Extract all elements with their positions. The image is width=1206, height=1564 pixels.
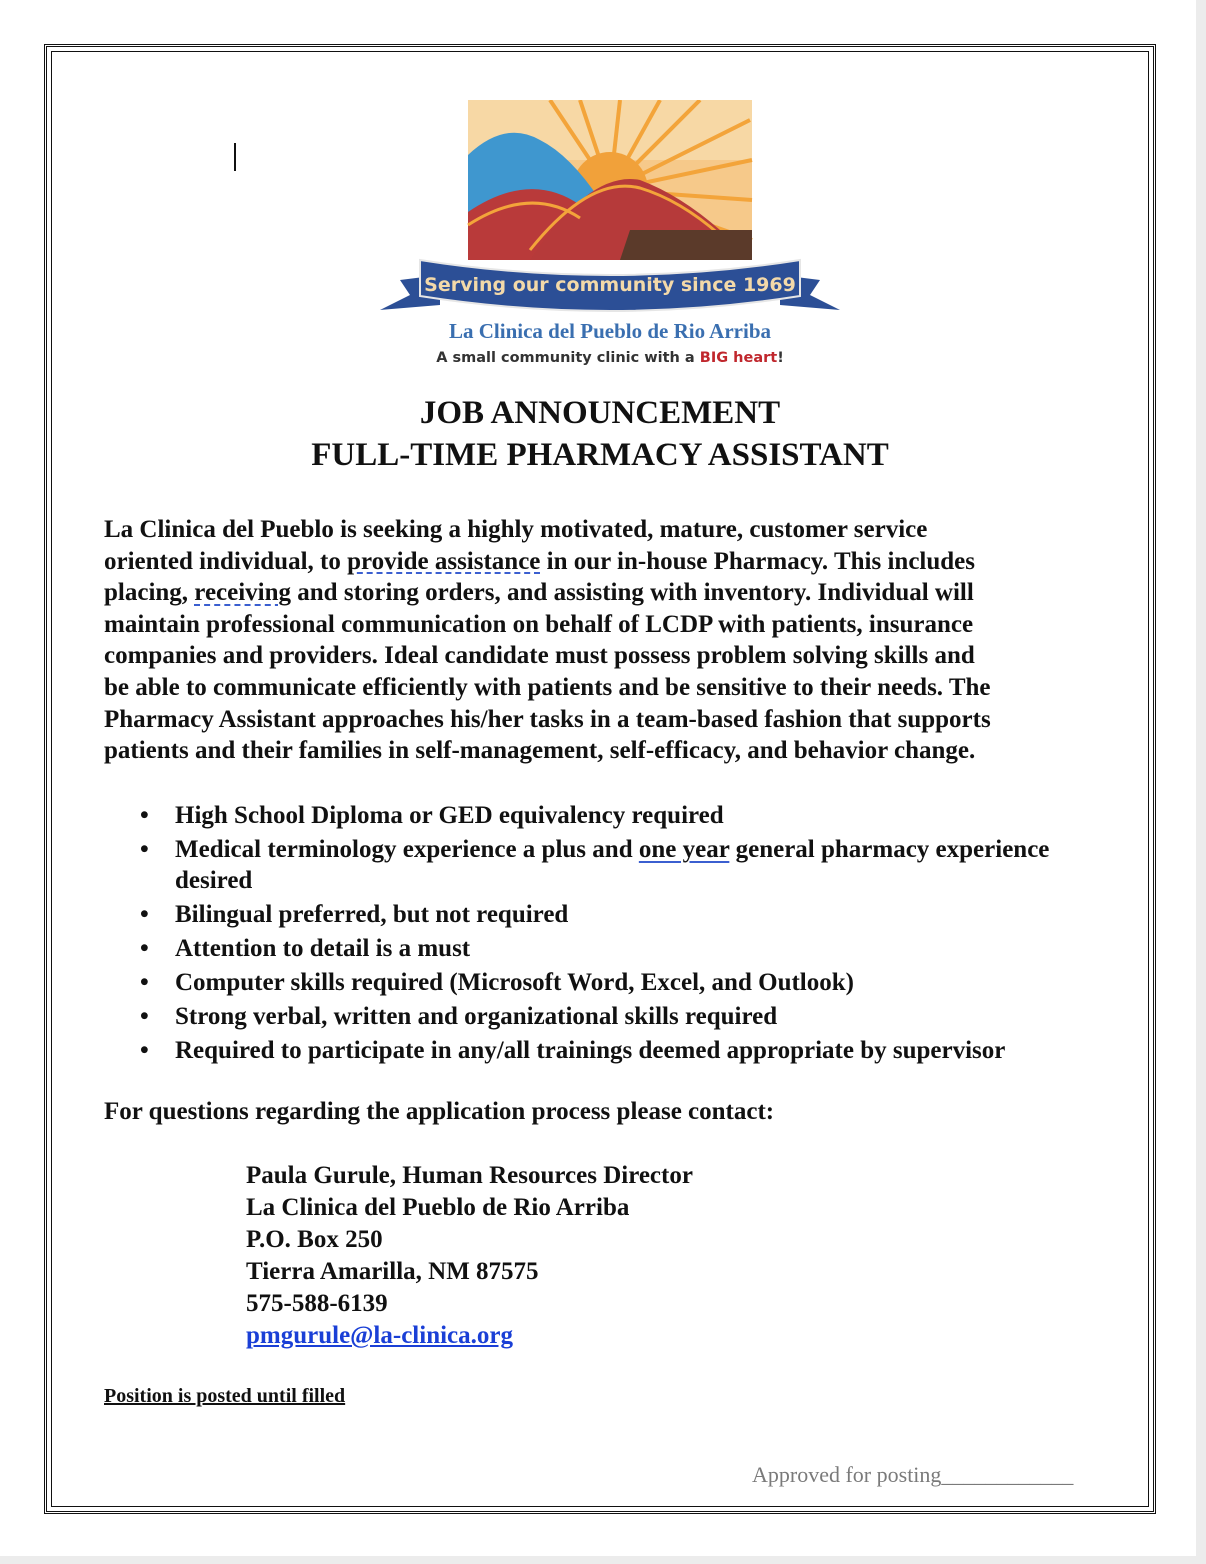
list-item: • Required to participate in any/all trainings deemed appropriate by supervisor: [104, 1035, 1124, 1066]
list-item: • Attention to detail is a must: [104, 933, 1124, 964]
contact-po-box: P.O. Box 250: [246, 1226, 383, 1253]
list-item: • Medical terminology experience a plus and one year general pharmacy experience desired: [104, 834, 1124, 896]
contact-org: La Clinica del Pueblo de Rio Arriba: [246, 1194, 630, 1221]
contact-phone: 575-588-6139: [246, 1290, 388, 1317]
logo-mesa: [620, 230, 752, 260]
list-item: • Computer skills required (Microsoft Word, Excel, and Outlook): [104, 967, 1124, 998]
list-item: • High School Diploma or GED equivalency required: [104, 800, 1124, 831]
grammar-flag: receiving: [194, 579, 292, 607]
logo-org-name: La Clinica del Pueblo de Rio Arriba: [448, 319, 772, 343]
list-item: • Strong verbal, written and organizational skills required: [104, 1001, 1124, 1032]
job-title: FULL-TIME PHARMACY ASSISTANT: [311, 437, 889, 473]
contact-name: Paula Gurule, Human Resources Director: [246, 1162, 693, 1189]
contact-block: [246, 1160, 693, 1352]
contact-city: Tierra Amarilla, NM 87575: [246, 1258, 539, 1285]
text-cursor: [234, 143, 236, 171]
logo-tagline: A small community clinic with a BIG heart!: [436, 350, 784, 366]
grammar-flag: provide assistance: [347, 547, 541, 575]
contact-intro: For questions regarding the application process please contact:: [104, 1098, 775, 1125]
logo-banner-text: Serving our community since 1969: [424, 274, 796, 296]
posting-status: Position is posted until filled: [104, 1385, 346, 1407]
grammar-flag: one year: [638, 836, 730, 863]
approval-line: Approved for posting____________: [752, 1462, 1074, 1487]
list-item: • Bilingual preferred, but not required: [104, 899, 1124, 930]
job-description: La Clinica del Pueblo is seeking a highly motivated, mature, customer service oriented individual, to provide assistance in our in-house Pharmacy. This includes placing, receiving and storing orders, and assisting with inventory. Individual will maintain professional communication on behalf of LCDP with patients, insurance companies and providers. Ideal candidate must possess problem solving skills and be able to communicate efficiently with patients and be sensitive to their needs. The Pharmacy Assistant approaches his/her tasks in a team-based fashion that supports patients and their families in self-management, self-efficacy, and behavior change.: [104, 516, 991, 765]
requirements-list: [104, 800, 1124, 1069]
announcement-heading: JOB ANNOUNCEMENT: [419, 395, 781, 431]
clinic-logo: [380, 100, 840, 368]
contact-email-link[interactable]: pmgurule@la-clinica.org: [246, 1322, 513, 1349]
